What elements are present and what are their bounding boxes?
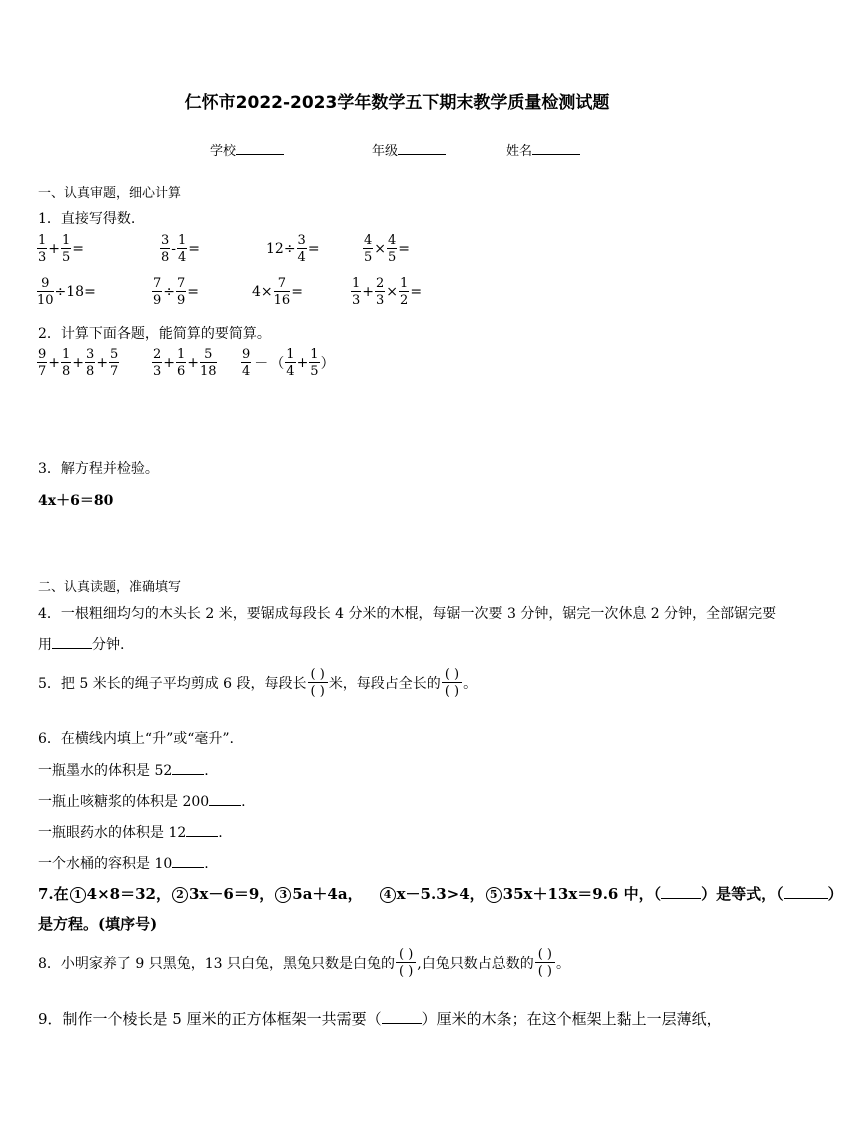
q1-expr-8: $\frac{1}{3}$ + $\frac{2}{3}$ × $\frac{1}{2}$ =	[352, 276, 423, 308]
q2-expr-2: $\frac{2}{3}$ + $\frac{1}{6}$ + $\frac{5}{18}$	[153, 347, 217, 379]
fraction: $\frac{1}{3}$	[38, 233, 47, 265]
q6-item-2: 一瓶止咳糖浆的体积是 200 .	[38, 794, 246, 810]
fraction: $\frac{5}{18}$	[200, 347, 217, 379]
fraction: $\frac{1}{3}$	[352, 276, 361, 308]
fraction: $\frac{9}{7}$	[38, 347, 47, 379]
q2-expr-3: $\frac{9}{4}$ － （ $\frac{1}{4}$ + $\frac{1}{5}$ ）	[242, 347, 335, 379]
q1-expr-2: $\frac{3}{8}$ - $\frac{1}{4}$ =	[161, 233, 201, 265]
q6-blank-1[interactable]	[172, 774, 204, 775]
fraction: $\frac{7}{9}$	[153, 276, 162, 308]
fraction: $\frac{1}{2}$	[400, 276, 409, 308]
q9-blank[interactable]	[382, 1023, 422, 1024]
name-blank[interactable]	[532, 154, 580, 155]
circled-number-3: 3	[275, 887, 291, 903]
name-field	[506, 140, 580, 159]
q6-label: 6．在横线内填上“升”或“毫升”.	[38, 731, 234, 747]
q9: 9．制作一个棱长是 5 厘米的正方体框架一共需要（ ）厘米的木条；在这个框架上黏上一层薄纸，	[38, 1010, 722, 1028]
fraction: $\frac{3}{8}$	[86, 347, 95, 379]
fraction: $\frac{9}{10}$	[37, 276, 54, 308]
q8-blank-fraction-2[interactable]: $\frac{( )}{( )}$	[535, 948, 555, 978]
fraction: $\frac{1}{6}$	[177, 347, 186, 379]
q8-blank-fraction-1[interactable]: $\frac{( )}{( )}$	[396, 948, 416, 978]
q1-label: 1．直接写得数.	[38, 211, 136, 227]
q7-blank-1[interactable]	[661, 898, 701, 899]
q4-line2: 用 分钟.	[38, 637, 125, 653]
fraction: $\frac{5}{7}$	[110, 347, 119, 379]
circled-number-5: 5	[486, 887, 502, 903]
q6-blank-3[interactable]	[186, 836, 218, 837]
school-blank[interactable]	[236, 154, 284, 155]
fraction: $\frac{3}{8}$	[161, 233, 170, 265]
q1-expr-7: 4× $\frac{7}{16}$ =	[252, 276, 303, 308]
q7-blank-2[interactable]	[784, 898, 828, 899]
q5-blank-fraction-2[interactable]: $\frac{( )}{( )}$	[442, 668, 462, 698]
q8: 8．小明家养了 9 只黑兔，13 只白兔，黑兔只数是白兔的 $\frac{( )}{( )}$ ,白兔只数占总数的 $\frac{( )}{( )}$ 。	[38, 947, 570, 979]
q1-expr-6: $\frac{7}{9}$ ÷ $\frac{7}{9}$ =	[153, 276, 200, 308]
fraction: $\frac{2}{3}$	[153, 347, 162, 379]
fraction: $\frac{4}{5}$	[364, 233, 373, 265]
fraction: $\frac{9}{4}$	[242, 347, 251, 379]
q2-label: 2．计算下面各题，能简算的要简算。	[38, 326, 271, 342]
q6-item-1: 一瓶墨水的体积是 52 .	[38, 763, 209, 779]
q7-line1: 7.在 1 4×8＝32， 2 3x－6＝9， 3 5a＋4a， 4 x－5.3>4， 5 35x＋13x＝9.6 中，（ ）是等式，（ ）	[38, 885, 843, 903]
fraction: $\frac{1}{8}$	[62, 347, 71, 379]
q1-expr-3: 12÷ $\frac{3}{4}$ =	[266, 233, 320, 265]
q2-expr-1: $\frac{9}{7}$ + $\frac{1}{8}$ + $\frac{3}{8}$ + $\frac{5}{7}$	[38, 347, 119, 379]
school-field	[210, 140, 284, 159]
circled-number-1: 1	[70, 887, 86, 903]
circled-number-4: 4	[380, 887, 396, 903]
q1-expr-5: $\frac{9}{10}$ ÷18=	[37, 276, 96, 308]
fraction: $\frac{3}{4}$	[297, 233, 306, 265]
q3-label: 3．解方程并检验。	[38, 461, 159, 477]
fraction: $\frac{1}{5}$	[310, 347, 319, 379]
school-label: 学校	[210, 144, 237, 159]
page-title: 仁怀市2022-2023学年数学五下期末教学质量检测试题	[184, 93, 610, 113]
grade-blank[interactable]	[398, 154, 446, 155]
q1-expr-4: $\frac{4}{5}$ × $\frac{4}{5}$ =	[364, 233, 411, 265]
q7-line2: 是方程。(填序号)	[38, 915, 158, 933]
q5-blank-fraction-1[interactable]: $\frac{( )}{( )}$	[308, 668, 328, 698]
q6-blank-2[interactable]	[209, 805, 241, 806]
q6-blank-4[interactable]	[172, 867, 204, 868]
q4-line1: 4．一根粗细均匀的木头长 2 米，要锯成每段长 4 分米的木棍，每锯一次要 3 分钟，锯完一次休息 2 分钟，全部锯完要	[38, 606, 777, 622]
fraction: $\frac{1}{4}$	[286, 347, 295, 379]
circled-number-2: 2	[172, 887, 188, 903]
name-label: 姓名	[506, 144, 533, 159]
q6-item-4: 一个水桶的容积是 10 .	[38, 856, 209, 872]
section2-heading: 二、认真读题，准确填写	[38, 580, 182, 595]
fraction: $\frac{7}{9}$	[177, 276, 186, 308]
fraction: $\frac{1}{4}$	[178, 233, 187, 265]
fraction: $\frac{2}{3}$	[376, 276, 385, 308]
fraction: $\frac{4}{5}$	[388, 233, 397, 265]
q3-equation: 4x＋6＝80	[38, 493, 114, 509]
q6-item-3: 一瓶眼药水的体积是 12 .	[38, 825, 223, 841]
q5: 5．把 5 米长的绳子平均剪成 6 段，每段长 $\frac{( )}{( )}$ 米，每段占全长的 $\frac{( )}{( )}$ 。	[38, 667, 478, 699]
section1-heading: 一、认真审题，细心计算	[38, 186, 182, 201]
q1-expr-1: $\frac{1}{3}$ + $\frac{1}{5}$ =	[38, 233, 85, 265]
q4-answer-blank[interactable]	[52, 648, 92, 649]
grade-label: 年级	[372, 144, 399, 159]
fraction: $\frac{1}{5}$	[62, 233, 71, 265]
grade-field	[372, 140, 446, 159]
fraction: $\frac{7}{16}$	[273, 276, 291, 308]
